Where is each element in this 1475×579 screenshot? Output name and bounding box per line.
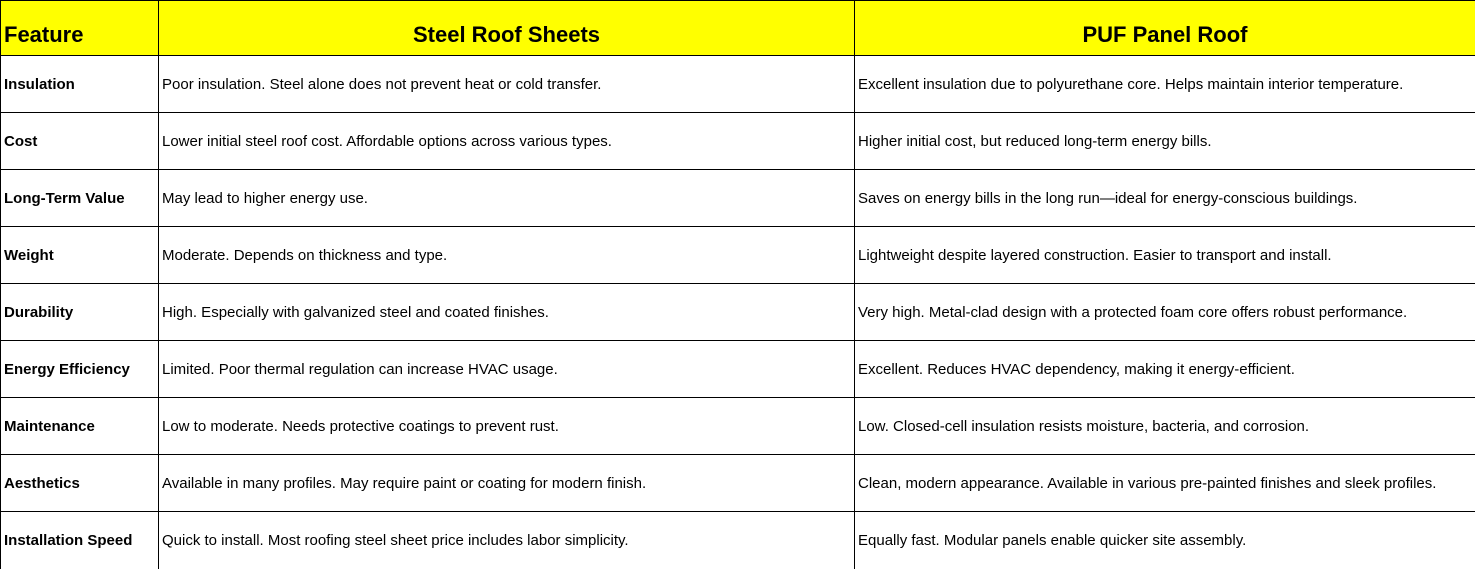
feature-cell[interactable]: Weight — [1, 227, 159, 284]
table-row — [1, 227, 1475, 284]
puf-cell[interactable]: Saves on energy bills in the long run—ideal for energy-conscious buildings. — [855, 170, 1475, 227]
table-row — [1, 341, 1475, 398]
puf-cell[interactable]: Lightweight despite layered construction. Easier to transport and install. — [855, 227, 1475, 284]
table-row — [1, 398, 1475, 455]
header-row — [1, 1, 1475, 56]
puf-cell[interactable]: Equally fast. Modular panels enable quicker site assembly. — [855, 512, 1475, 569]
table-header — [1, 1, 1475, 56]
feature-cell[interactable]: Energy Efficiency — [1, 341, 159, 398]
table-row — [1, 512, 1475, 569]
steel-cell[interactable]: Available in many profiles. May require paint or coating for modern finish. — [159, 455, 855, 512]
header-feature[interactable]: Feature — [1, 1, 159, 56]
steel-cell[interactable]: Lower initial steel roof cost. Affordable options across various types. — [159, 113, 855, 170]
feature-cell[interactable]: Durability — [1, 284, 159, 341]
feature-cell[interactable]: Insulation — [1, 56, 159, 113]
table-row — [1, 113, 1475, 170]
steel-cell[interactable]: High. Especially with galvanized steel and coated finishes. — [159, 284, 855, 341]
puf-cell[interactable]: Low. Closed-cell insulation resists moisture, bacteria, and corrosion. — [855, 398, 1475, 455]
steel-cell[interactable]: Quick to install. Most roofing steel sheet price includes labor simplicity. — [159, 512, 855, 569]
steel-cell[interactable]: Low to moderate. Needs protective coatings to prevent rust. — [159, 398, 855, 455]
steel-cell[interactable]: Moderate. Depends on thickness and type. — [159, 227, 855, 284]
header-steel-roof-sheets[interactable]: Steel Roof Sheets — [159, 1, 855, 56]
puf-cell[interactable]: Excellent insulation due to polyurethane core. Helps maintain interior temperature. — [855, 56, 1475, 113]
steel-cell[interactable]: May lead to higher energy use. — [159, 170, 855, 227]
feature-cell[interactable]: Maintenance — [1, 398, 159, 455]
feature-cell[interactable]: Cost — [1, 113, 159, 170]
table-row — [1, 170, 1475, 227]
table-body — [1, 56, 1475, 569]
table-row — [1, 56, 1475, 113]
puf-cell[interactable]: Very high. Metal-clad design with a protected foam core offers robust performance. — [855, 284, 1475, 341]
feature-cell[interactable]: Long-Term Value — [1, 170, 159, 227]
feature-cell[interactable]: Installation Speed — [1, 512, 159, 569]
puf-cell[interactable]: Excellent. Reduces HVAC dependency, making it energy-efficient. — [855, 341, 1475, 398]
puf-cell[interactable]: Higher initial cost, but reduced long-term energy bills. — [855, 113, 1475, 170]
steel-cell[interactable]: Limited. Poor thermal regulation can increase HVAC usage. — [159, 341, 855, 398]
feature-cell[interactable]: Aesthetics — [1, 455, 159, 512]
table-row — [1, 455, 1475, 512]
header-puf-panel-roof[interactable]: PUF Panel Roof — [855, 1, 1475, 56]
puf-cell[interactable]: Clean, modern appearance. Available in various pre-painted finishes and sleek profiles. — [855, 455, 1475, 512]
table-row — [1, 284, 1475, 341]
steel-cell[interactable]: Poor insulation. Steel alone does not prevent heat or cold transfer. — [159, 56, 855, 113]
